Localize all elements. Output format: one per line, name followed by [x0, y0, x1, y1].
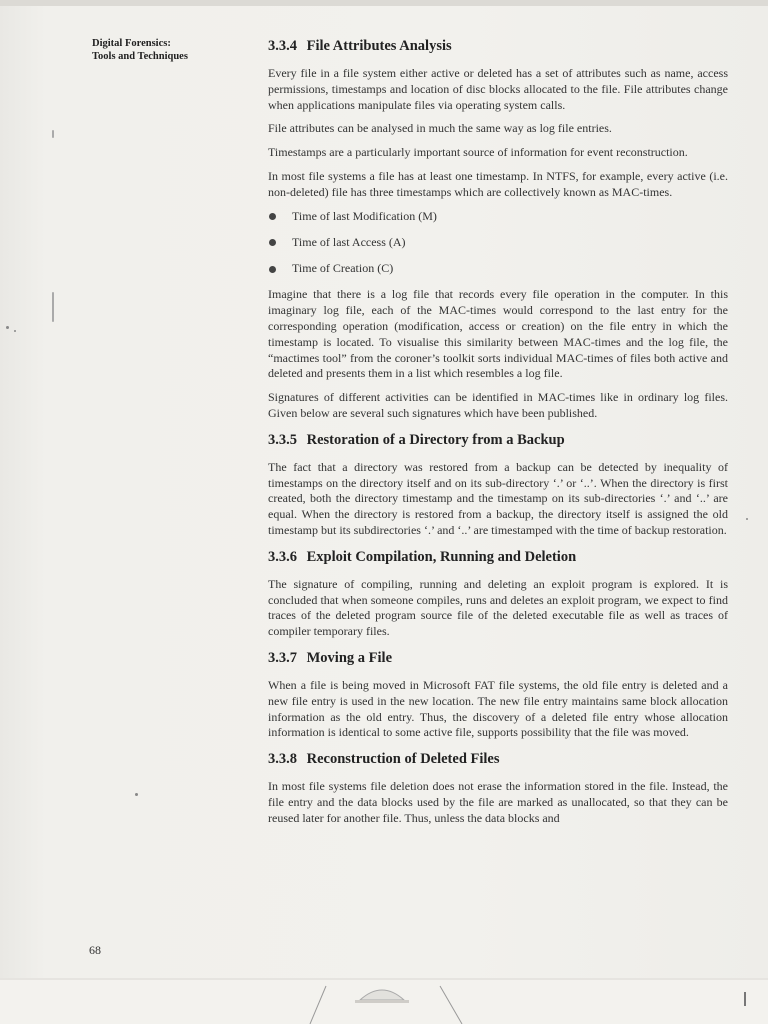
bullet-item	[268, 235, 728, 251]
paragraph: In most file systems file deletion does not erase the information stored in the file. Instead, the file entry and the data blocks used by the file are marked as unallocated, so that they can be reused later for another file. Thus, unless the data blocks and	[268, 779, 728, 825]
section-title: Moving a File	[306, 650, 393, 667]
scan-speck	[746, 518, 748, 520]
scan-speck	[52, 130, 54, 138]
section-3-3-7	[268, 648, 728, 741]
scan-speck	[14, 330, 16, 332]
running-head	[92, 37, 252, 63]
bullet-icon	[269, 213, 276, 220]
section-number: 3.3.5	[268, 431, 297, 448]
bottom-scan-artifact	[0, 978, 768, 1024]
page-top-edge	[0, 0, 768, 6]
page-number: 68	[89, 943, 101, 957]
section-title: Restoration of a Directory from a Backup	[306, 431, 565, 448]
section-number: 3.3.8	[268, 751, 297, 768]
bullet-icon	[269, 266, 276, 273]
paragraph: File attributes can be analysed in much the same way as log file entries.	[268, 121, 612, 136]
bullet-text: Time of Creation (C)	[292, 261, 394, 276]
bullet-text: Time of last Access (A)	[292, 234, 406, 249]
paragraph: Every file in a file system either active or deleted has a set of attributes such as name, access permissions, timestamps and location of disc blocks allocated to the file. File attributes change when applications manipulate files via operating system calls.	[268, 66, 728, 112]
section-heading	[268, 648, 728, 668]
section-heading	[268, 36, 728, 56]
section-title: Reconstruction of Deleted Files	[306, 751, 500, 768]
paragraph: Signatures of different activities can be identified in MAC-times like in ordinary log files. Given below are several such signatures which have been published.	[268, 390, 728, 421]
running-head-line1: Digital Forensics:	[92, 38, 171, 49]
section-title: Exploit Compilation, Running and Deletion	[306, 548, 577, 565]
section-3-3-8	[268, 749, 728, 826]
section-heading	[268, 547, 728, 567]
section-number: 3.3.4	[268, 38, 297, 54]
bullet-list	[268, 209, 728, 277]
paragraph: Imagine that there is a log file that records every file operation in the computer. In this imaginary log file, each of the MAC-times would correspond to the last entry for the corresponding operation (modification, access or creation) on the file entry in which the timestamp is located. To visualise this similarity between MAC-times and the log file, the “mactimes tool” from the coroner’s toolkit sorts individual MAC-times of files both active and deleted and presents them in a list which resembles a log file.	[268, 287, 728, 381]
section-3-3-4	[268, 36, 728, 422]
bullet-icon	[269, 239, 276, 246]
scan-speck	[135, 793, 138, 796]
section-3-3-5	[268, 430, 728, 539]
paragraph: The signature of compiling, running and deleting an exploit program is explored. It is concluded that when someone compiles, runs and deletes an exploit program, we expect to find traces of the deleted program source file of the deleted executable file as well as traces of compiler temporary files.	[268, 576, 728, 639]
section-3-3-6	[268, 547, 728, 640]
paragraph: Timestamps are a particularly important source of information for event reconstruction.	[268, 145, 688, 160]
section-heading	[268, 430, 728, 450]
paragraph: The fact that a directory was restored from a backup can be detected by inequality of timestamps on the directory itself and on its sub-directory ‘.’ or ‘..’. When the directory is first created, both the directory timestamp and the timestamp on its sub-directories ‘.’ and ‘..’ are equal. When the directory is restored from a backup, the directory itself is assigned the old timestamp but its subdirectories ‘.’ and ‘..’ are timestamped with the time of backup restoration.	[268, 459, 728, 538]
running-head-line2: Tools and Techniques	[92, 51, 188, 62]
bullet-item	[268, 261, 728, 277]
section-number: 3.3.6	[268, 548, 297, 565]
scan-speck	[52, 292, 54, 322]
bullet-item	[268, 209, 728, 225]
paragraph: In most file systems a file has at least one timestamp. In NTFS, for example, every active (i.e. non-deleted) file has three timestamps which are collectively known as MAC-times.	[268, 168, 728, 199]
scan-speck	[6, 326, 9, 329]
section-heading	[268, 749, 728, 769]
paragraph: When a file is being moved in Microsoft FAT file systems, the old file entry is deleted and a new file entry is used in the new location. The new file entry maintains same block allocation information as the old entry. Thus, the discovery of a deleted file entry whose allocation information is identical to some active file, supports possibility that the file was moved.	[268, 678, 728, 740]
bullet-text: Time of last Modification (M)	[292, 208, 437, 223]
section-title: File Attributes Analysis	[306, 38, 452, 54]
page-body	[268, 36, 728, 835]
section-number: 3.3.7	[268, 650, 297, 667]
